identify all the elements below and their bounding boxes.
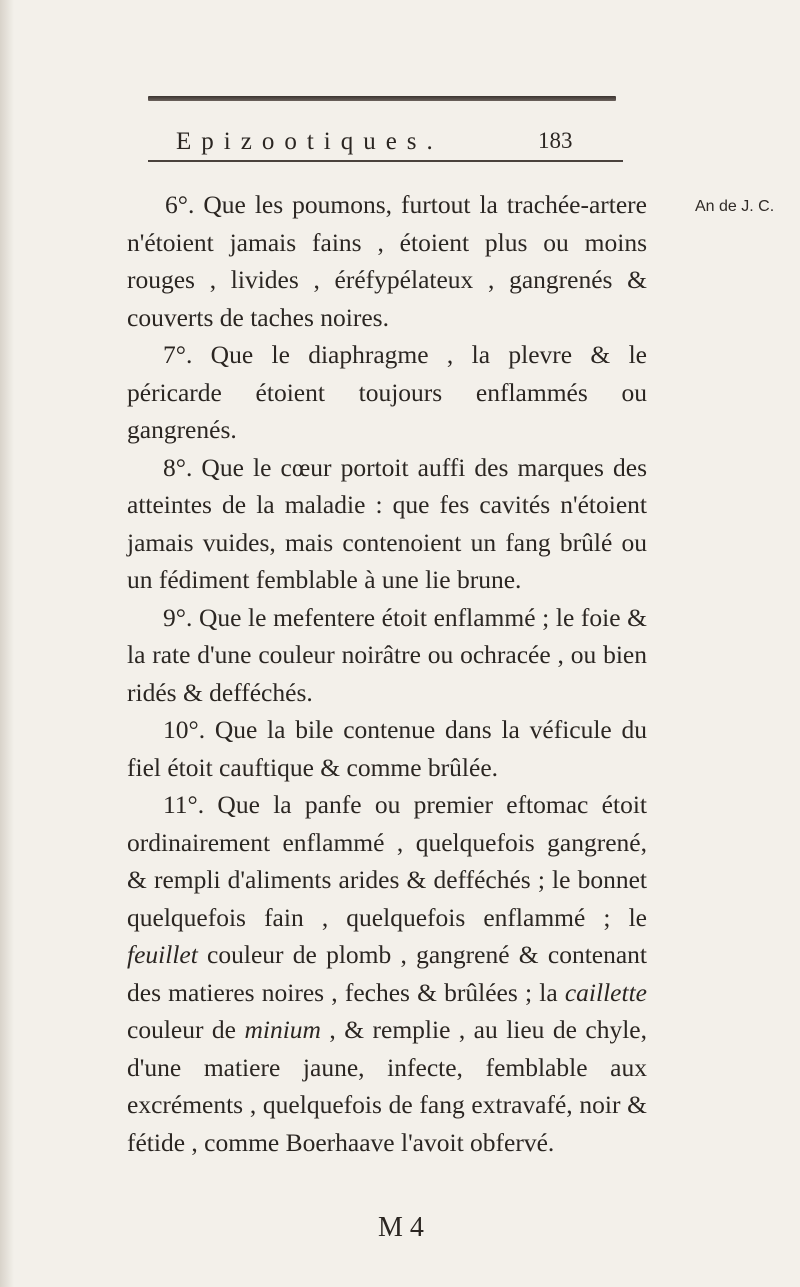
term-caillette: caillette [564, 977, 647, 1007]
paragraph-11-text-4: , & remplie , au lieu de chyle, d'une matiere jaune, infecte, femblable aux excréments , quelquefois de fang extravafé, noir & fétide , comme Boerhaave l'avoit obfervé. [127, 1015, 647, 1157]
page-number: 183 [538, 128, 573, 153]
margin-note: An de J. C. [695, 198, 775, 215]
paragraph-6: 6°. Que les poumons, furtout la trachée-artere n'étoient jamais fains , étoient plus ou moins rouges , livides , éréfypélateux , gangrenés & couverts de taches noires. [127, 190, 647, 332]
top-ornamental-rule [148, 96, 616, 101]
paragraph-11-text-3: couleur de [127, 1015, 245, 1044]
term-minium: minium [244, 1015, 321, 1044]
page-edge-shadow [0, 0, 14, 1287]
running-head-title: Epizootiques. [176, 128, 443, 155]
paragraph-11-text-1: 11°. Que la panfe ou premier eftomac étoit ordinairement enflammé , quelquefois gangrené, & rempli d'aliments arides & defféchés ; le bonnet quelquefois fain , quelquefois enflammé ; le [127, 790, 647, 932]
term-feuillet: feuillet [127, 940, 198, 969]
signature-mark: M 4 [378, 1212, 424, 1243]
paragraph-7: 7°. Que le diaphragme , la plevre & le péricarde étoient toujours enflammés ou gangrenés. [127, 340, 647, 444]
paragraph-10: 10°. Que la bile contenue dans la véficule du fiel étoit cauftique & comme brûlée. [127, 715, 647, 782]
paragraph-11-text-2: couleur de plomb , gangrené & contenant des matieres noires , feches & brûlées ; la [127, 940, 647, 1007]
paragraph-9: 9°. Que le mefentere étoit enflammé ; le foie & la rate d'une couleur noirâtre ou ochracée , ou bien ridés & defféchés. [127, 602, 647, 707]
body-text [127, 186, 647, 1161]
header-rule [148, 160, 623, 162]
paragraph-8: 8°. Que le cœur portoit auffi des marques des atteintes de la maladie : que fes cavités n'étoient jamais vuides, mais contenoient un fang brûlé ou un fédiment femblable à une lie brune. [127, 452, 647, 594]
paragraph-11 [127, 786, 647, 1161]
